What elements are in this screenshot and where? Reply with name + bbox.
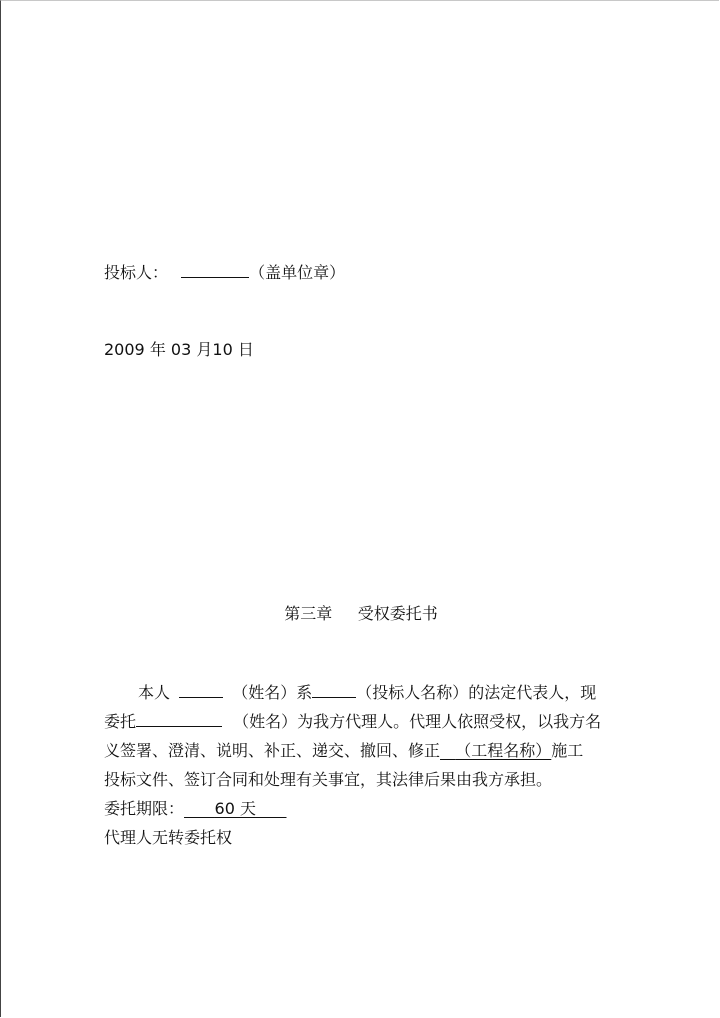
date-day: 10 (212, 340, 233, 359)
authorization-paragraph (104, 678, 624, 852)
row3-project: （工程名称） (455, 741, 552, 760)
seal-note: （盖单位章） (249, 263, 346, 282)
row1-prefix: 本人 (138, 683, 171, 702)
date-day-unit: 日 (237, 340, 254, 359)
row1-company-note: （投标人名称）的法定代表人，现 (356, 683, 597, 702)
chapter-number: 第三章 (284, 604, 333, 623)
authorization-row-4: 投标文件、签订合同和处理有关事宜，其法律后果由我方承担。 (104, 770, 553, 789)
date-month: 03 (170, 340, 192, 359)
agent-blank (136, 712, 222, 727)
row2-prefix: 委托 (104, 712, 137, 731)
term-line (104, 794, 624, 823)
no-subdelegation-line: 代理人无转委托权 (104, 828, 233, 847)
bidder-signature-line (104, 263, 345, 283)
row1-name-note: （姓名）系 (232, 683, 313, 702)
date-line (104, 340, 254, 360)
date-year: 2009 (104, 340, 145, 359)
row3-suffix: 施工 (551, 741, 584, 760)
authorization-row-2 (104, 707, 624, 736)
term-value-field (184, 799, 286, 818)
name-blank (179, 683, 223, 698)
project-name-blank (440, 741, 551, 760)
chapter-title: 受权委托书 (357, 604, 438, 623)
chapter-heading (1, 604, 720, 624)
authorization-row-1 (104, 678, 624, 707)
term-value: 60 天 (214, 799, 256, 818)
company-blank (312, 683, 356, 698)
row2-rest: （姓名）为我方代理人。代理人依照受权，以我方名 (233, 712, 602, 731)
authorization-row-3 (104, 736, 624, 765)
date-month-unit: 月 (196, 340, 213, 359)
date-year-unit: 年 (149, 340, 166, 359)
term-label: 委托期限： (104, 799, 185, 818)
bidder-label: 投标人： (104, 263, 169, 282)
bidder-blank (181, 263, 249, 278)
row3-prefix: 义签署、澄清、说明、补正、递交、撤回、修正 (104, 741, 441, 760)
